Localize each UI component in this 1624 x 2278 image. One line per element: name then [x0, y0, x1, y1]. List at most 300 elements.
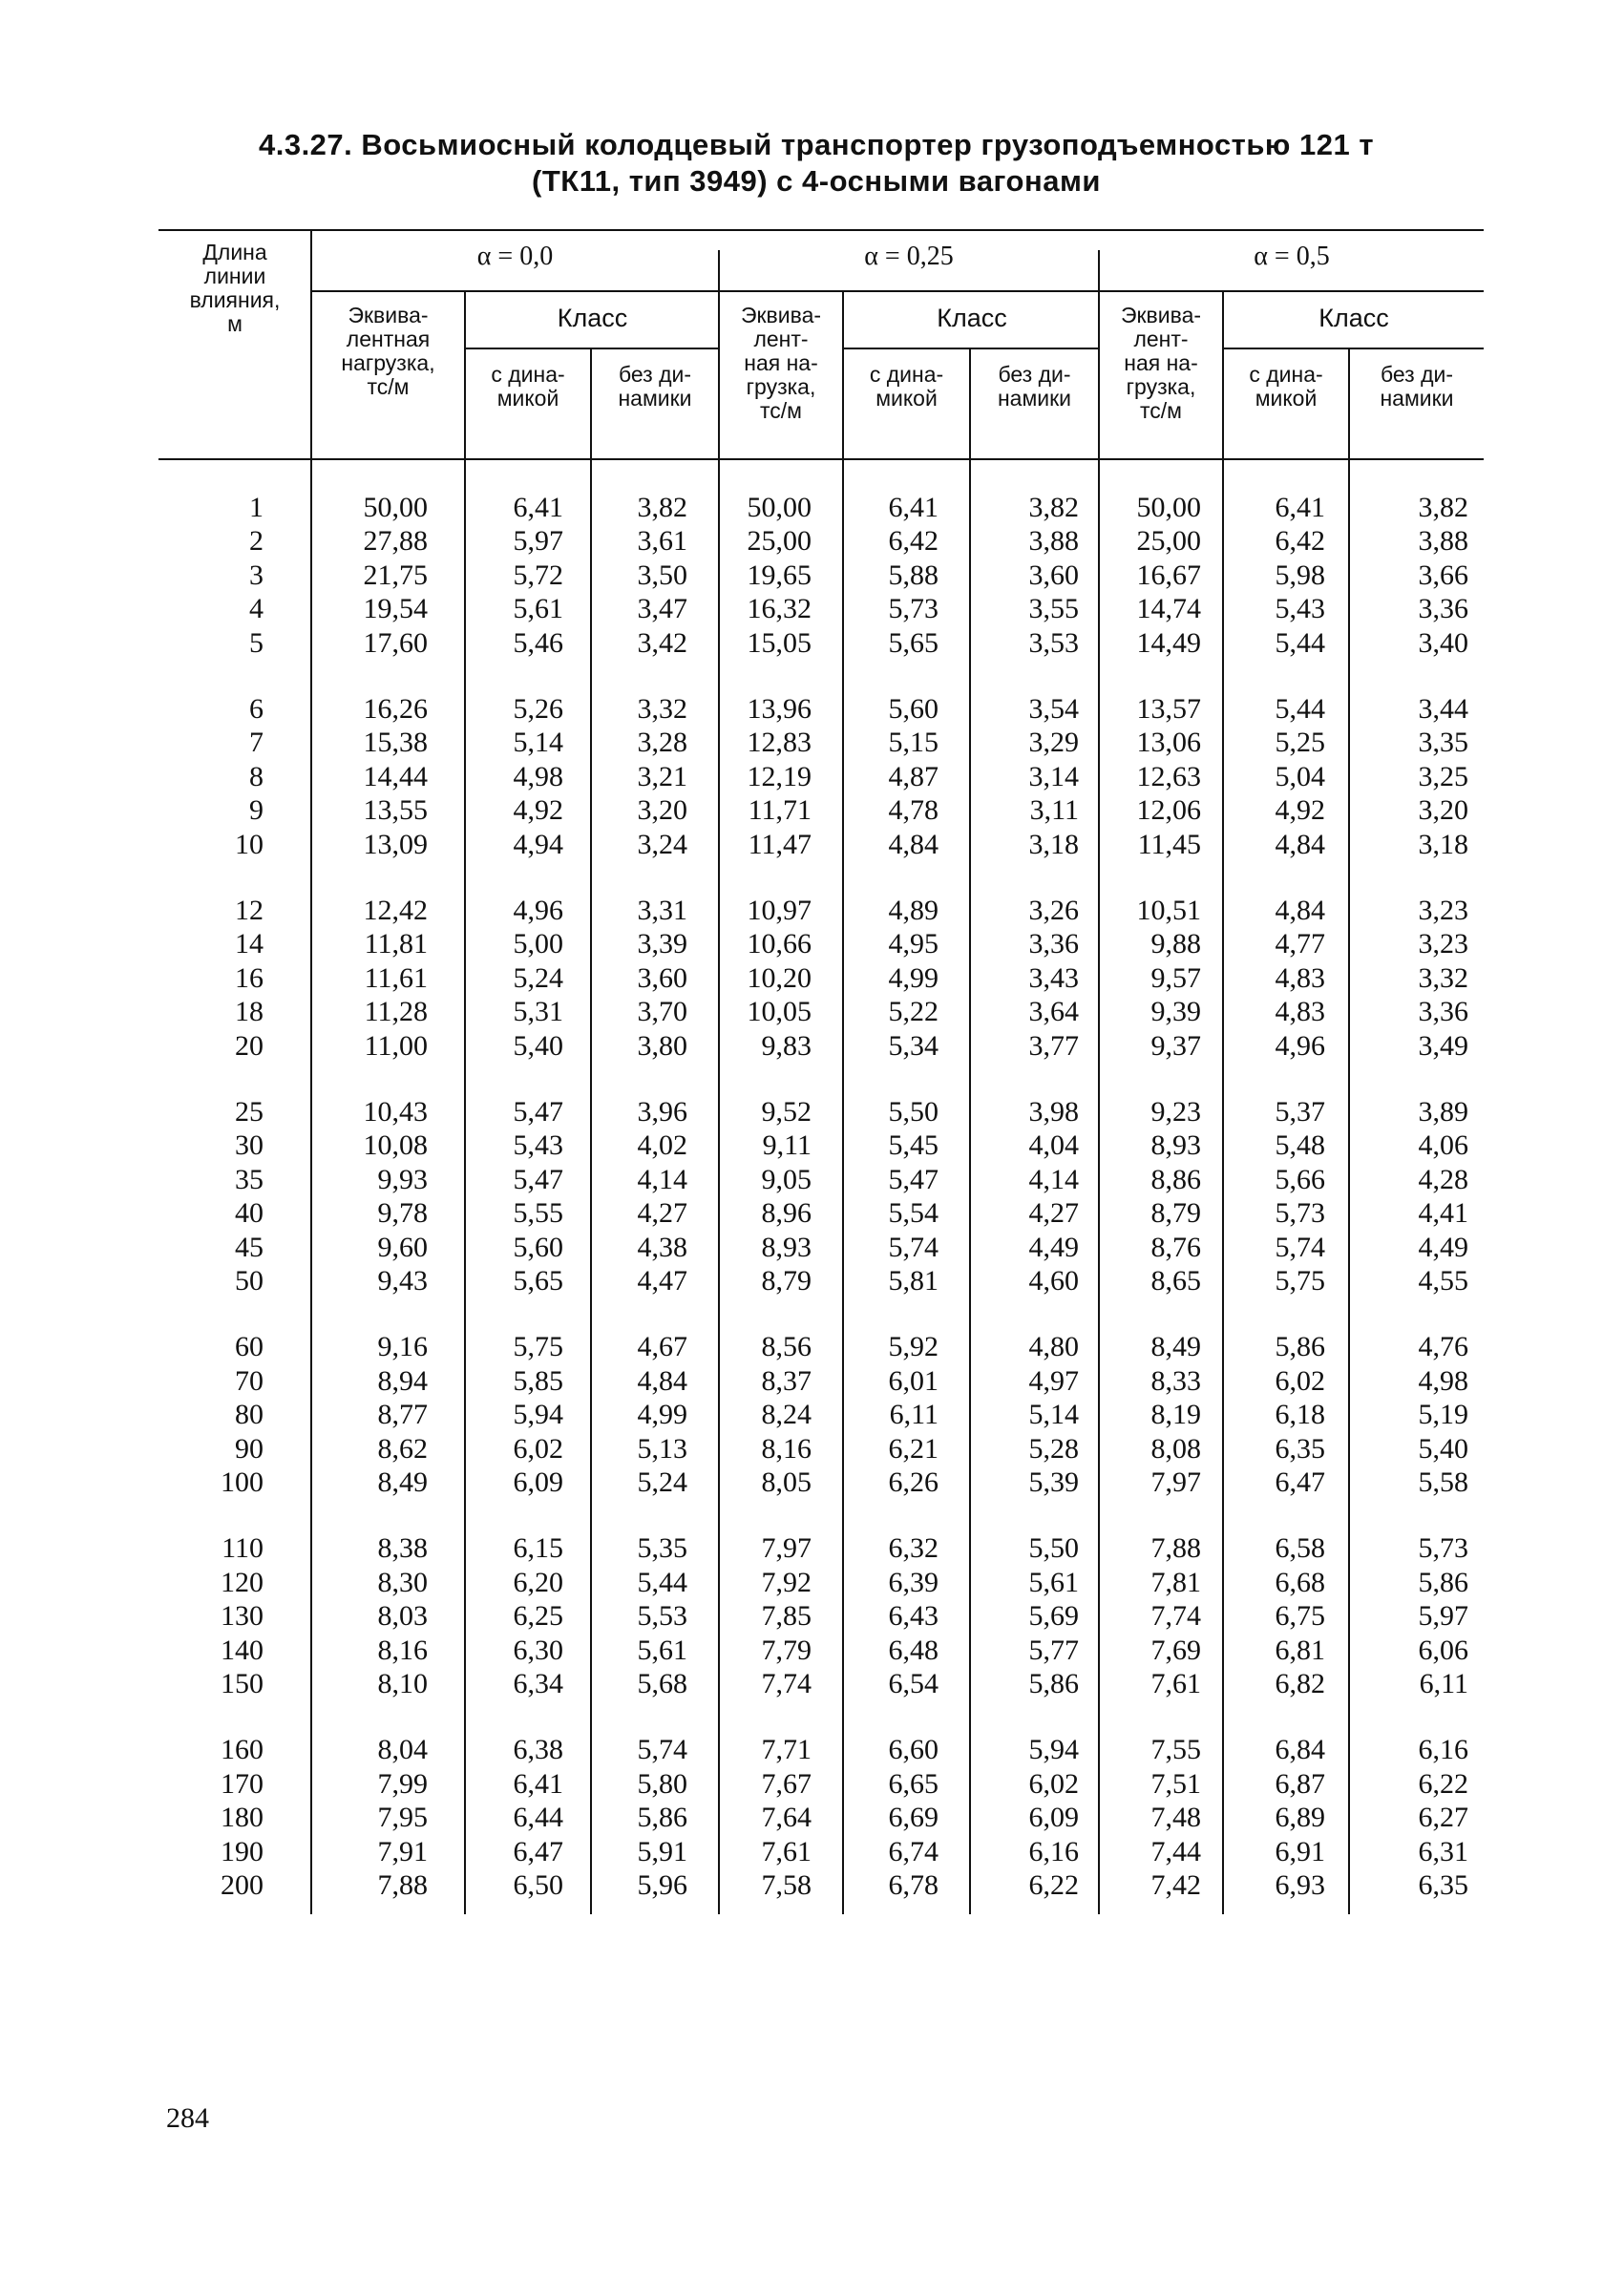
value-cell: 4,41: [1418, 1197, 1468, 1229]
value-cell: 4,84: [1275, 895, 1325, 926]
value-cell: 5,94: [513, 1399, 563, 1430]
value-cell: 4,14: [637, 1164, 687, 1195]
value-cell: 7,71: [761, 1734, 812, 1765]
body-col-rule-9: [1348, 458, 1350, 1914]
value-cell: 4,76: [1418, 1331, 1468, 1362]
value-cell: 5,74: [1275, 1232, 1325, 1263]
length-cell: 2: [249, 525, 264, 557]
value-cell: 10,66: [747, 928, 812, 960]
value-cell: 3,36: [1028, 928, 1079, 960]
body-col-rule-1: [310, 458, 312, 1914]
value-cell: 6,16: [1418, 1734, 1468, 1765]
value-cell: 7,97: [1150, 1466, 1201, 1498]
length-cell: 4: [249, 593, 264, 624]
value-cell: 6,22: [1028, 1869, 1079, 1901]
value-cell: 5,66: [1275, 1164, 1325, 1195]
value-cell: 6,60: [888, 1734, 939, 1765]
header-equiv-g3: Эквива- лент- ная на- грузка, тс/м: [1120, 303, 1202, 423]
value-cell: 3,89: [1418, 1096, 1468, 1128]
value-cell: 8,79: [761, 1265, 812, 1297]
value-cell: 9,52: [761, 1096, 812, 1128]
value-cell: 3,35: [1418, 727, 1468, 758]
value-cell: 5,50: [888, 1096, 939, 1128]
value-cell: 3,36: [1418, 996, 1468, 1027]
value-cell: 4,77: [1275, 928, 1325, 960]
value-cell: 3,66: [1418, 559, 1468, 591]
value-cell: 3,23: [1418, 895, 1468, 926]
value-cell: 5,75: [1275, 1265, 1325, 1297]
value-cell: 4,97: [1028, 1365, 1079, 1397]
value-cell: 5,24: [637, 1466, 687, 1498]
value-cell: 5,28: [1028, 1433, 1079, 1465]
value-cell: 13,96: [747, 693, 812, 725]
value-cell: 8,30: [377, 1567, 428, 1598]
value-cell: 5,45: [888, 1129, 939, 1161]
length-cell: 60: [235, 1331, 264, 1362]
length-cell: 6: [249, 693, 264, 725]
value-cell: 7,74: [761, 1668, 812, 1699]
value-cell: 7,85: [761, 1600, 812, 1632]
value-cell: 11,45: [1137, 829, 1201, 860]
header-with-dyn-g2: с дина- микой: [869, 362, 944, 411]
value-cell: 6,31: [1418, 1836, 1468, 1867]
value-cell: 6,11: [889, 1399, 939, 1430]
value-cell: 7,58: [761, 1869, 812, 1901]
length-cell: 5: [249, 627, 264, 659]
value-cell: 6,11: [1419, 1668, 1468, 1699]
length-cell: 90: [235, 1433, 264, 1465]
value-cell: 9,93: [377, 1164, 428, 1195]
value-cell: 3,18: [1418, 829, 1468, 860]
length-cell: 10: [235, 829, 264, 860]
length-cell: 100: [221, 1466, 264, 1498]
value-cell: 6,41: [888, 492, 939, 523]
value-cell: 4,98: [1418, 1365, 1468, 1397]
value-cell: 4,27: [637, 1197, 687, 1229]
value-cell: 5,80: [637, 1768, 687, 1800]
value-cell: 5,14: [1028, 1399, 1079, 1430]
value-cell: 3,49: [1418, 1030, 1468, 1062]
length-cell: 25: [235, 1096, 264, 1128]
value-cell: 5,47: [888, 1164, 939, 1195]
value-cell: 13,55: [363, 794, 428, 826]
value-cell: 6,41: [1275, 492, 1325, 523]
value-cell: 6,34: [513, 1668, 563, 1699]
value-cell: 7,42: [1150, 1869, 1201, 1901]
value-cell: 6,69: [888, 1802, 939, 1833]
value-cell: 3,20: [637, 794, 687, 826]
value-cell: 16,67: [1136, 559, 1201, 591]
value-cell: 5,68: [637, 1668, 687, 1699]
value-cell: 4,89: [888, 895, 939, 926]
value-cell: 6,01: [888, 1365, 939, 1397]
value-cell: 6,02: [1275, 1365, 1325, 1397]
value-cell: 8,24: [761, 1399, 812, 1430]
value-cell: 4,78: [888, 794, 939, 826]
value-cell: 6,48: [888, 1635, 939, 1666]
value-cell: 4,28: [1418, 1164, 1468, 1195]
header-without-dyn-g2: без ди- намики: [997, 362, 1072, 411]
value-cell: 4,02: [637, 1129, 687, 1161]
value-cell: 4,84: [1275, 829, 1325, 860]
value-cell: 5,04: [1275, 761, 1325, 792]
length-cell: 40: [235, 1197, 264, 1229]
header-alpha-g1: α = 0,0: [476, 242, 554, 271]
value-cell: 5,25: [1275, 727, 1325, 758]
value-cell: 9,39: [1150, 996, 1201, 1027]
value-cell: 5,61: [637, 1635, 687, 1666]
value-cell: 6,91: [1275, 1836, 1325, 1867]
value-cell: 8,33: [1150, 1365, 1201, 1397]
value-cell: 5,81: [888, 1265, 939, 1297]
value-cell: 3,96: [637, 1096, 687, 1128]
value-cell: 8,49: [377, 1466, 428, 1498]
value-cell: 25,00: [747, 525, 812, 557]
value-cell: 3,44: [1418, 693, 1468, 725]
value-cell: 6,41: [513, 492, 563, 523]
length-cell: 16: [235, 962, 264, 994]
length-cell: 14: [235, 928, 264, 960]
value-cell: 4,94: [513, 829, 563, 860]
length-cell: 150: [221, 1668, 264, 1699]
value-cell: 8,49: [1150, 1331, 1201, 1362]
value-cell: 7,88: [377, 1869, 428, 1901]
value-cell: 9,57: [1150, 962, 1201, 994]
value-cell: 6,43: [888, 1600, 939, 1632]
value-cell: 5,77: [1028, 1635, 1079, 1666]
length-cell: 70: [235, 1365, 264, 1397]
value-cell: 5,75: [513, 1331, 563, 1362]
value-cell: 3,60: [1028, 559, 1079, 591]
value-cell: 5,92: [888, 1331, 939, 1362]
value-cell: 7,44: [1150, 1836, 1201, 1867]
value-cell: 7,48: [1150, 1802, 1201, 1833]
value-cell: 6,30: [513, 1635, 563, 1666]
value-cell: 4,80: [1028, 1331, 1079, 1362]
value-cell: 11,81: [364, 928, 428, 960]
value-cell: 9,05: [761, 1164, 812, 1195]
value-cell: 5,47: [513, 1164, 563, 1195]
value-cell: 5,74: [888, 1232, 939, 1263]
value-cell: 4,14: [1028, 1164, 1079, 1195]
value-cell: 4,55: [1418, 1265, 1468, 1297]
value-cell: 5,39: [1028, 1466, 1079, 1498]
value-cell: 3,18: [1028, 829, 1079, 860]
value-cell: 6,78: [888, 1869, 939, 1901]
value-cell: 5,86: [1028, 1668, 1079, 1699]
header-equiv-g2: Эквива- лент- ная на- грузка, тс/м: [740, 303, 822, 423]
value-cell: 6,18: [1275, 1399, 1325, 1430]
value-cell: 5,85: [513, 1365, 563, 1397]
value-cell: 6,39: [888, 1567, 939, 1598]
value-cell: 13,09: [363, 829, 428, 860]
length-cell: 140: [221, 1635, 264, 1666]
value-cell: 6,82: [1275, 1668, 1325, 1699]
length-cell: 45: [235, 1232, 264, 1263]
header-without-dyn-g3: без ди- намики: [1380, 362, 1454, 411]
value-cell: 9,37: [1150, 1030, 1201, 1062]
value-cell: 6,02: [1028, 1768, 1079, 1800]
value-cell: 11,28: [364, 996, 428, 1027]
value-cell: 5,88: [888, 559, 939, 591]
value-cell: 7,79: [761, 1635, 812, 1666]
value-cell: 8,10: [377, 1668, 428, 1699]
value-cell: 5,43: [513, 1129, 563, 1161]
length-cell: 30: [235, 1129, 264, 1161]
value-cell: 8,56: [761, 1331, 812, 1362]
value-cell: 8,08: [1150, 1433, 1201, 1465]
value-cell: 7,91: [377, 1836, 428, 1867]
value-cell: 5,40: [513, 1030, 563, 1062]
value-cell: 9,43: [377, 1265, 428, 1297]
value-cell: 5,44: [637, 1567, 687, 1598]
value-cell: 13,57: [1136, 693, 1201, 725]
length-cell: 170: [221, 1768, 264, 1800]
value-cell: 8,62: [377, 1433, 428, 1465]
value-cell: 3,29: [1028, 727, 1079, 758]
value-cell: 5,48: [1275, 1129, 1325, 1161]
value-cell: 4,49: [1418, 1232, 1468, 1263]
value-cell: 3,11: [1029, 794, 1079, 826]
value-cell: 16,26: [363, 693, 428, 725]
value-cell: 7,69: [1150, 1635, 1201, 1666]
value-cell: 4,99: [637, 1399, 687, 1430]
value-cell: 5,58: [1418, 1466, 1468, 1498]
header-alpha-g2: α = 0,25: [864, 242, 954, 271]
value-cell: 12,06: [1136, 794, 1201, 826]
value-cell: 7,81: [1150, 1567, 1201, 1598]
value-cell: 3,20: [1418, 794, 1468, 826]
header-equiv-g1: Эквива- лентная нагрузка, тс/м: [341, 303, 435, 399]
value-cell: 17,60: [363, 627, 428, 659]
value-cell: 6,15: [513, 1532, 563, 1564]
value-cell: 8,76: [1150, 1232, 1201, 1263]
value-cell: 3,82: [1028, 492, 1079, 523]
value-cell: 5,98: [1275, 559, 1325, 591]
value-cell: 21,75: [363, 559, 428, 591]
value-cell: 5,15: [888, 727, 939, 758]
value-cell: 9,23: [1150, 1096, 1201, 1128]
value-cell: 6,09: [1028, 1802, 1079, 1833]
value-cell: 6,93: [1275, 1869, 1325, 1901]
value-cell: 3,54: [1028, 693, 1079, 725]
table-title-line1: 4.3.27. Восьмиосный колодцевый транспортер грузоподъемностью 121 т: [258, 128, 1375, 161]
value-cell: 25,00: [1136, 525, 1201, 557]
value-cell: 6,44: [513, 1802, 563, 1833]
header-bottom-rule: [158, 458, 1484, 460]
value-cell: 8,96: [761, 1197, 812, 1229]
value-cell: 5,97: [513, 525, 563, 557]
length-cell: 8: [249, 761, 264, 792]
value-cell: 8,37: [761, 1365, 812, 1397]
value-cell: 5,44: [1275, 627, 1325, 659]
value-cell: 4,27: [1028, 1197, 1079, 1229]
value-cell: 3,61: [637, 525, 687, 557]
value-cell: 5,00: [513, 928, 563, 960]
value-cell: 6,32: [888, 1532, 939, 1564]
value-cell: 14,49: [1136, 627, 1201, 659]
value-cell: 7,88: [1150, 1532, 1201, 1564]
value-cell: 6,84: [1275, 1734, 1325, 1765]
value-cell: 4,47: [637, 1265, 687, 1297]
value-cell: 3,43: [1028, 962, 1079, 994]
value-cell: 9,11: [762, 1129, 812, 1161]
header-without-dyn-g1: без ди- намики: [618, 362, 692, 411]
value-cell: 7,51: [1150, 1768, 1201, 1800]
value-cell: 3,39: [637, 928, 687, 960]
value-cell: 11,61: [364, 962, 428, 994]
value-cell: 8,16: [761, 1433, 812, 1465]
value-cell: 8,79: [1150, 1197, 1201, 1229]
value-cell: 5,65: [513, 1265, 563, 1297]
value-cell: 5,19: [1418, 1399, 1468, 1430]
value-cell: 5,55: [513, 1197, 563, 1229]
value-cell: 8,93: [1150, 1129, 1201, 1161]
value-cell: 5,34: [888, 1030, 939, 1062]
value-cell: 4,38: [637, 1232, 687, 1263]
value-cell: 6,47: [1275, 1466, 1325, 1498]
value-cell: 7,95: [377, 1802, 428, 1833]
value-cell: 6,41: [513, 1768, 563, 1800]
value-cell: 3,40: [1418, 627, 1468, 659]
value-cell: 14,44: [363, 761, 428, 792]
length-cell: 20: [235, 1030, 264, 1062]
value-cell: 5,13: [637, 1433, 687, 1465]
value-cell: 3,36: [1418, 593, 1468, 624]
value-cell: 16,32: [747, 593, 812, 624]
value-cell: 6,42: [1275, 525, 1325, 557]
value-cell: 6,38: [513, 1734, 563, 1765]
table-top-rule: [158, 229, 1484, 231]
value-cell: 11,00: [364, 1030, 428, 1062]
value-cell: 8,19: [1150, 1399, 1201, 1430]
value-cell: 3,98: [1028, 1096, 1079, 1128]
value-cell: 19,65: [747, 559, 812, 591]
value-cell: 5,96: [637, 1869, 687, 1901]
value-cell: 10,20: [747, 962, 812, 994]
header-group-rule: [310, 290, 1484, 292]
value-cell: 3,21: [637, 761, 687, 792]
value-cell: 7,61: [1150, 1668, 1201, 1699]
value-cell: 6,20: [513, 1567, 563, 1598]
value-cell: 3,60: [637, 962, 687, 994]
header-with-dyn-g1: с дина- микой: [491, 362, 565, 411]
value-cell: 50,00: [1136, 492, 1201, 523]
value-cell: 5,61: [1028, 1567, 1079, 1598]
value-cell: 4,92: [513, 794, 563, 826]
length-cell: 7: [249, 727, 264, 758]
value-cell: 4,84: [637, 1365, 687, 1397]
value-cell: 5,74: [637, 1734, 687, 1765]
value-cell: 5,97: [1418, 1600, 1468, 1632]
length-cell: 190: [221, 1836, 264, 1867]
value-cell: 7,92: [761, 1567, 812, 1598]
length-cell: 80: [235, 1399, 264, 1430]
value-cell: 3,32: [1418, 962, 1468, 994]
value-cell: 5,47: [513, 1096, 563, 1128]
value-cell: 6,22: [1418, 1768, 1468, 1800]
length-cell: 180: [221, 1802, 264, 1833]
value-cell: 10,51: [1136, 895, 1201, 926]
value-cell: 8,93: [761, 1232, 812, 1263]
value-cell: 7,55: [1150, 1734, 1201, 1765]
value-cell: 8,94: [377, 1365, 428, 1397]
value-cell: 5,86: [637, 1802, 687, 1833]
value-cell: 5,60: [513, 1232, 563, 1263]
value-cell: 7,64: [761, 1802, 812, 1833]
value-cell: 7,67: [761, 1768, 812, 1800]
value-cell: 12,42: [363, 895, 428, 926]
value-cell: 15,38: [363, 727, 428, 758]
value-cell: 8,04: [377, 1734, 428, 1765]
length-cell: 130: [221, 1600, 264, 1632]
header-klass-rule-2: [842, 348, 1100, 349]
value-cell: 27,88: [363, 525, 428, 557]
value-cell: 6,74: [888, 1836, 939, 1867]
value-cell: 5,73: [1418, 1532, 1468, 1564]
value-cell: 5,86: [1275, 1331, 1325, 1362]
value-cell: 3,88: [1418, 525, 1468, 557]
value-cell: 7,61: [761, 1836, 812, 1867]
value-cell: 14,74: [1136, 593, 1201, 624]
header-with-dyn-g3: с дина- микой: [1249, 362, 1323, 411]
length-cell: 9: [249, 794, 264, 826]
value-cell: 8,03: [377, 1600, 428, 1632]
value-cell: 9,60: [377, 1232, 428, 1263]
value-cell: 5,24: [513, 962, 563, 994]
value-cell: 4,60: [1028, 1265, 1079, 1297]
value-cell: 6,75: [1275, 1600, 1325, 1632]
value-cell: 4,92: [1275, 794, 1325, 826]
value-cell: 8,77: [377, 1399, 428, 1430]
value-cell: 8,05: [761, 1466, 812, 1498]
value-cell: 10,97: [747, 895, 812, 926]
value-cell: 3,82: [1418, 492, 1468, 523]
table-title-line2: (ТК11, тип 3949) с 4-осными вагонами: [532, 164, 1101, 198]
value-cell: 12,83: [747, 727, 812, 758]
value-cell: 4,96: [513, 895, 563, 926]
value-cell: 3,24: [637, 829, 687, 860]
value-cell: 3,82: [637, 492, 687, 523]
value-cell: 4,67: [637, 1331, 687, 1362]
length-cell: 35: [235, 1164, 264, 1195]
length-cell: 1: [249, 492, 264, 523]
header-length-label: Длина линии влияния, м: [189, 240, 281, 336]
value-cell: 7,97: [761, 1532, 812, 1564]
length-cell: 3: [249, 559, 264, 591]
value-cell: 3,23: [1418, 928, 1468, 960]
value-cell: 9,83: [761, 1030, 812, 1062]
value-cell: 5,94: [1028, 1734, 1079, 1765]
value-cell: 7,74: [1150, 1600, 1201, 1632]
value-cell: 6,06: [1418, 1635, 1468, 1666]
value-cell: 6,16: [1028, 1836, 1079, 1867]
header-klass-g1: Класс: [557, 304, 628, 332]
length-cell: 120: [221, 1567, 264, 1598]
value-cell: 50,00: [363, 492, 428, 523]
value-cell: 3,47: [637, 593, 687, 624]
value-cell: 4,95: [888, 928, 939, 960]
value-cell: 5,61: [513, 593, 563, 624]
value-cell: 8,65: [1150, 1265, 1201, 1297]
value-cell: 10,05: [747, 996, 812, 1027]
value-cell: 9,16: [377, 1331, 428, 1362]
value-cell: 3,80: [637, 1030, 687, 1062]
value-cell: 5,14: [513, 727, 563, 758]
value-cell: 3,77: [1028, 1030, 1079, 1062]
value-cell: 8,16: [377, 1635, 428, 1666]
value-cell: 5,43: [1275, 593, 1325, 624]
